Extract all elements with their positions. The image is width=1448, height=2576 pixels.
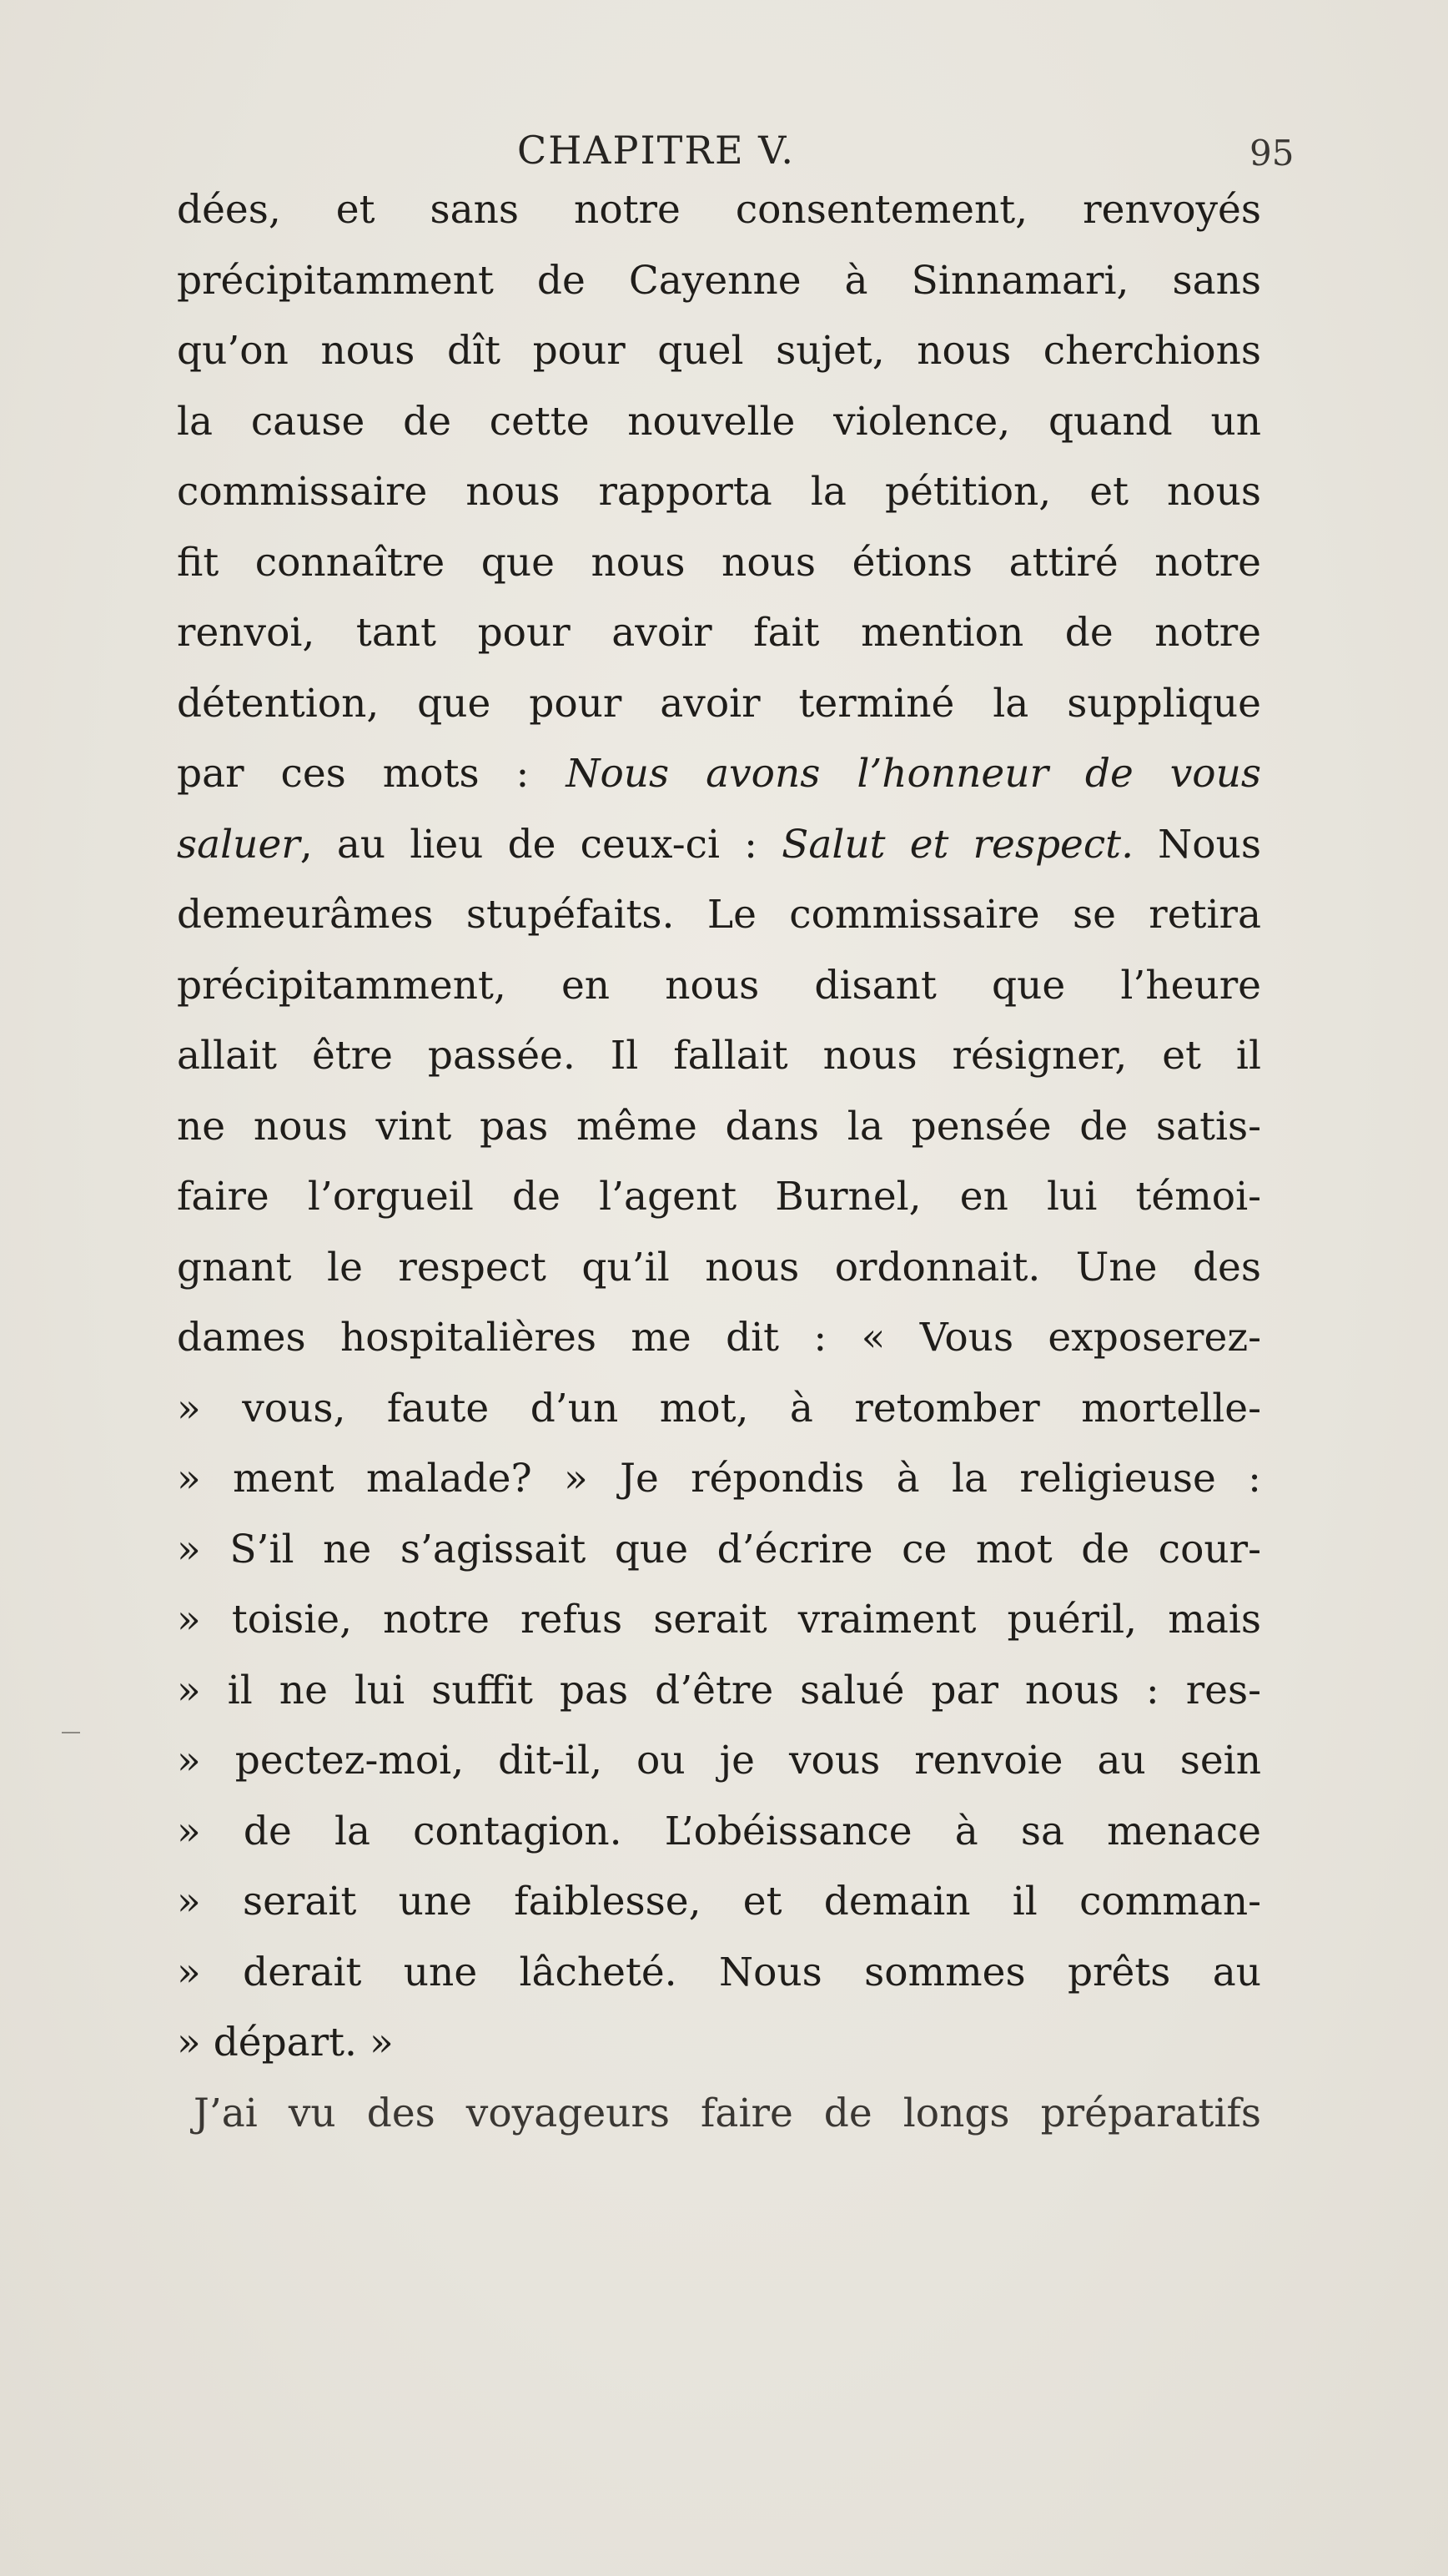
italic-text-segment: Nous avons l’honneur de vous [566, 751, 1261, 797]
text-line: renvoi, tant pour avoir fait mention de notre [177, 610, 1261, 656]
text-line: faire l’orgueil de l’agent Burnel, en lui témoi- [177, 1174, 1261, 1220]
text-line: » S’il ne s’agissait que d’écrire ce mot de cour- [177, 1526, 1261, 1572]
text-line: » derait une lâcheté. Nous sommes prêts au [177, 1949, 1261, 1995]
text-line: demeurâmes stupéfaits. Le commissaire se retira [177, 892, 1261, 938]
text-line: » vous, faute d’un mot, à retomber mortelle- [177, 1385, 1261, 1431]
chapter-title: CHAPITRE V. [517, 128, 795, 173]
text-line: qu’on nous dît pour quel sujet, nous cherchions [177, 328, 1261, 374]
italic-text-segment: saluer [177, 821, 300, 868]
text-line: » pectez-moi, dit-il, ou je vous renvoie au sein [177, 1738, 1261, 1784]
text-line [177, 810, 1261, 881]
text-line: » toisie, notre refus serait vraiment puéril, mais [177, 1597, 1261, 1643]
margin-mark [62, 1732, 80, 1733]
text-line [177, 739, 1261, 810]
text-line: » serait une faiblesse, et demain il comman- [177, 1879, 1261, 1924]
text-line-paragraph-start: J’ai vu des voyageurs faire de longs préparatifs [194, 2090, 1261, 2136]
text-line: dées, et sans notre consentement, renvoyés [177, 187, 1261, 233]
text-line: précipitamment de Cayenne à Sinnamari, sans [177, 257, 1261, 304]
text-line: commissaire nous rapporta la pétition, et nous [177, 469, 1261, 515]
text-line: allait être passée. Il fallait nous résigner, et il [177, 1033, 1261, 1079]
text-line: précipitamment, en nous disant que l’heure [177, 962, 1261, 1009]
text-line: la cause de cette nouvelle violence, quand un [177, 398, 1261, 445]
text-line: gnant le respect qu’il nous ordonnait. Une des [177, 1244, 1261, 1291]
text-segment: , au lieu de ceux-ci : [299, 821, 782, 868]
running-head [0, 125, 1448, 175]
text-line: » ment malade? » Je répondis à la religieuse : [177, 1456, 1261, 1502]
text-line: » départ. » [177, 2020, 394, 2065]
text-line: dames hospitalières me dit : « Vous exposerez- [177, 1315, 1261, 1361]
text-segment: par ces mots : [177, 751, 566, 797]
page-number: 95 [1249, 133, 1295, 174]
text-line: » il ne lui suffit pas d’être salué par nous : res- [177, 1667, 1261, 1713]
body-text [177, 175, 1261, 2149]
text-line: » de la contagion. L’obéissance à sa menace [177, 1808, 1261, 1854]
text-line: détention, que pour avoir terminé la supplique [177, 680, 1261, 727]
text-line: ne nous vint pas même dans la pensée de satis- [177, 1103, 1261, 1150]
text-segment: Nous [1134, 821, 1261, 868]
text-line: fit connaître que nous nous étions attiré notre [177, 539, 1261, 586]
italic-text-segment: Salut et respect. [782, 821, 1134, 868]
